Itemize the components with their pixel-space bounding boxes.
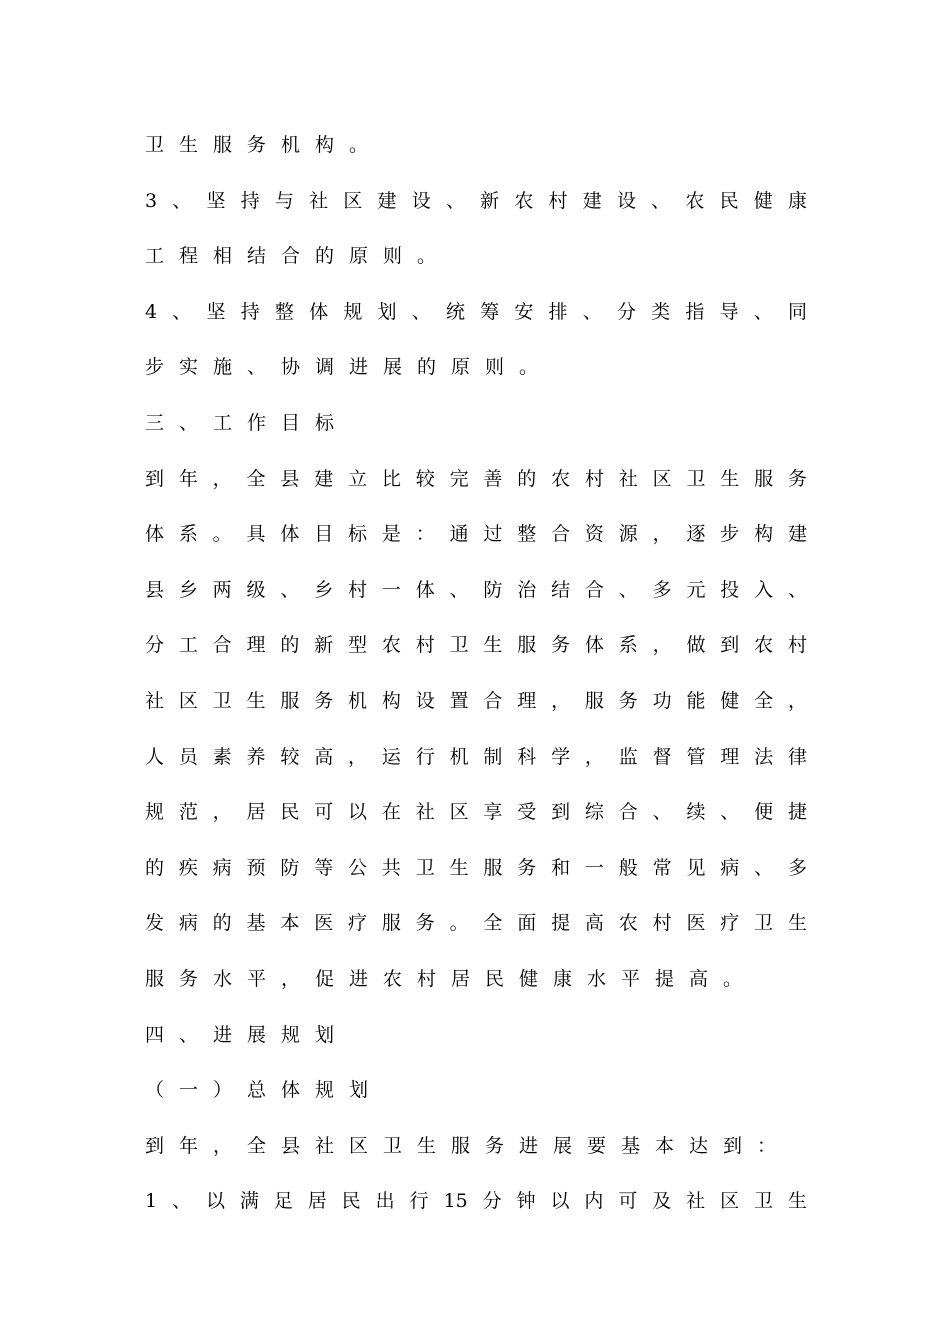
section-heading: 四、进展规划 (145, 1024, 350, 1046)
subsection-heading: （一）总体规划 (145, 1079, 384, 1101)
text-line: 体系。具体目标是：通过整合资源，逐步构建 (145, 523, 807, 545)
text-line: 的疾病预防等公共卫生服务和一般常见病、多 (145, 857, 807, 879)
text-line: 分工合理的新型农村卫生服务体系，做到农村 (145, 634, 807, 656)
text-line: 服务水平，促进农村居民健康水平提高。 (145, 968, 758, 990)
text-line: 工程相结合的原则。 (145, 245, 452, 267)
text-line: 步实施、协调进展的原则。 (145, 356, 554, 378)
text-line: 社区卫生服务机构设置合理，服务功能健全， (145, 690, 807, 712)
text-line: 规范，居民可以在社区享受到综合、续、便捷 (145, 801, 807, 823)
text-line: 发病的基本医疗服务。全面提高农村医疗卫生 (145, 912, 807, 934)
text-line: 到年，全县建立比较完善的农村社区卫生服务 (145, 468, 807, 490)
text-line: 4、坚持整体规划、统筹安排、分类指导、同 (145, 301, 807, 323)
text-line: 到年，全县社区卫生服务进展要基本达到： (145, 1135, 792, 1157)
text-line: 1、以满足居民出行15分钟以内可及社区卫生 (145, 1190, 807, 1212)
text-line: 3、坚持与社区建设、新农村建设、农民健康 (145, 190, 807, 212)
text-line: 卫生服务机构。 (145, 134, 384, 156)
text-line: 人员素养较高，运行机制科学，监督管理法律 (145, 746, 807, 768)
text-line: 县乡两级、乡村一体、防治结合、多元投入、 (145, 579, 807, 601)
section-heading: 三、工作目标 (145, 412, 350, 434)
